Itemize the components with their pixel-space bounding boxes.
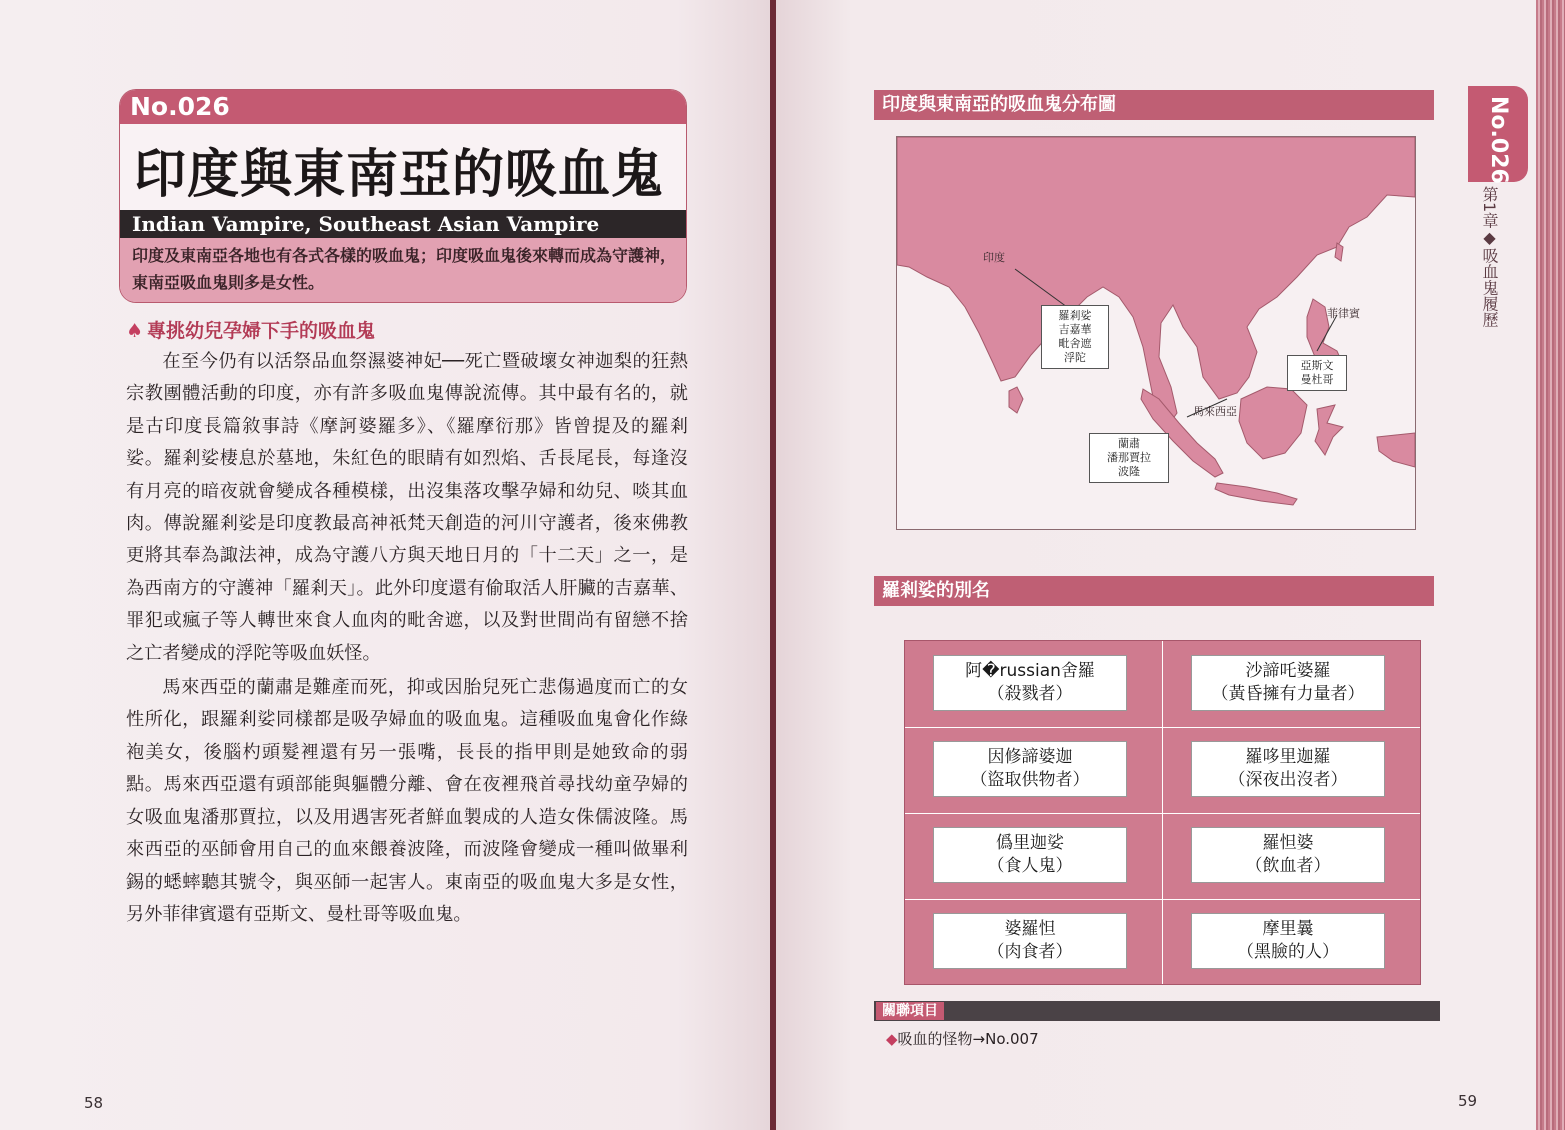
alias-meaning: （黑臉的人） [1237,942,1339,962]
paragraph: 馬來西亞的蘭肅是難產而死，抑或因胎兒死亡悲傷過度而亡的女性所化，跟羅剎娑同樣都是吸孕婦血的吸血鬼。這種吸血鬼會化作綠袍美女，後腦杓頭髮裡還有另一張嘴，長長的指甲則是她致命的弱點。馬來西亞還有頭部能與軀體分離、會在夜裡飛首尋找幼童孕婦的女吸血鬼潘那賈拉，以及用遇害死者鮮血製成的人造女侏儒波隆。馬來西亞的巫師會用自己的血來餵養波隆，而波隆會變成一種叫做畢利錫的蟋蟀聽其號令，與巫師一起害人。東南亞的吸血鬼大多是女性，另外菲律賓還有亞斯文、曼杜哥等吸血鬼。 [126,677,688,925]
alias-name: 婆羅怛 [1004,919,1056,939]
alias-cell [1163,641,1421,727]
alias-cell [1163,813,1421,899]
alias-meaning: （黃昏擁有力量者） [1211,684,1365,704]
english-title: Indian Vampire, Southeast Asian Vampire [132,212,600,236]
page-edges [1536,0,1565,1130]
callout-text: 波隆 [1118,465,1140,478]
callout-text: 浮陀 [1064,351,1086,364]
title-box [120,90,686,302]
alias-cell [905,899,1163,985]
page-number-right: 59 [1458,1092,1478,1110]
map-label-india: 印度 [983,251,1005,264]
summary-text: 印度及東南亞各地也有各式各樣的吸血鬼；印度吸血鬼後來轉而成為守護神，東南亞吸血鬼則多是女性。 [132,246,677,292]
callout-india [1041,305,1109,369]
alias-heading: 羅剎娑的別名 [874,576,1434,606]
alias-meaning: （肉食者） [987,942,1073,962]
alias-meaning: （飲血者） [1245,856,1331,876]
related-heading: 關聯項目 [876,1002,944,1020]
side-chapter-label: 第1章◆吸血鬼履歷 [1480,186,1499,328]
related-item[interactable] [886,1028,1039,1049]
paragraph: 在至今仍有以活祭品血祭濕婆神妃──死亡暨破壞女神迦梨的狂熱宗教團體活動的印度，亦有許多吸血鬼傳說流傳。其中最有名的，就是古印度長篇敘事詩《摩訶婆羅多》、《羅摩衍那》皆曾提及的羅剎娑。羅剎娑棲息於墓地，朱紅色的眼睛有如烈焰、舌長尾長，每逢沒有月亮的暗夜就會變成各種模樣，出沒集落攻擊孕婦和幼兒、啖其血肉。傳說羅剎娑是印度教最高神祇梵天創造的河川守護者，後來佛教更將其奉為諏法神，成為守護八方與天地日月的「十二天」之一，是為西南方的守護神「羅剎天」。此外印度還有偷取活人肝臟的吉嘉華、罪犯或瘋子等人轉世來食人血肉的毗舍遮，以及對世間尚有留戀不捨之亡者變成的浮陀等吸血妖怪。 [126,351,688,664]
callout-text: 羅剎娑 [1058,309,1092,322]
side-tab-number: No.026 [1486,96,1511,184]
section-heading [126,316,375,343]
alias-name: 沙諦吒婆羅 [1245,661,1331,681]
callout-text: 毗舍遮 [1058,337,1092,350]
callout-text: 蘭肅 [1118,437,1140,450]
spade-icon: ♠ [126,320,144,342]
alias-name: 摩里曩 [1262,919,1314,939]
section-heading-text: 專挑幼兒孕婦下手的吸血鬼 [147,320,376,342]
map-label-malaysia: 馬來西亞 [1193,405,1237,418]
right-page [776,0,1536,1130]
callout-malaysia [1089,433,1169,483]
related-item-text: 吸血的怪物→No.007 [897,1030,1039,1048]
alias-meaning: （盜取供物者） [970,770,1090,790]
alias-meaning: （食人鬼） [987,856,1073,876]
alias-name: 羅怛婆 [1262,833,1314,853]
alias-cell [1163,899,1421,985]
alias-cell [905,813,1163,899]
callout-text: 吉嘉華 [1058,323,1092,336]
article-number: No.026 [130,92,230,121]
alias-cell [905,641,1163,727]
alias-table [904,640,1421,985]
alias-name: 僞里迦娑 [996,833,1064,853]
page-number-left: 58 [84,1094,104,1112]
callout-text: 曼杜哥 [1300,373,1334,386]
callout-text: 潘那賈拉 [1107,451,1151,464]
alias-name: 因修諦婆迦 [987,747,1073,767]
alias-cell [905,727,1163,813]
left-page [0,0,770,1130]
diamond-icon: ◆ [886,1030,898,1048]
page-title: 印度與東南亞的吸血鬼 [134,145,665,205]
alias-meaning: （殺戮者） [987,684,1073,704]
callout-text: 亞斯文 [1300,359,1334,372]
alias-name: 羅哆里迦羅 [1245,747,1331,767]
callout-philippines [1287,355,1347,391]
related-bar [874,1001,1440,1021]
map-heading: 印度與東南亞的吸血鬼分布圖 [874,90,1434,120]
alias-cell [1163,727,1421,813]
alias-meaning: （深夜出沒者） [1228,770,1348,790]
map-label-philippines: 菲律賓 [1327,307,1360,320]
distribution-map [896,136,1416,530]
alias-name: 阿�russian舍羅 [965,661,1095,681]
body-text [126,346,688,931]
